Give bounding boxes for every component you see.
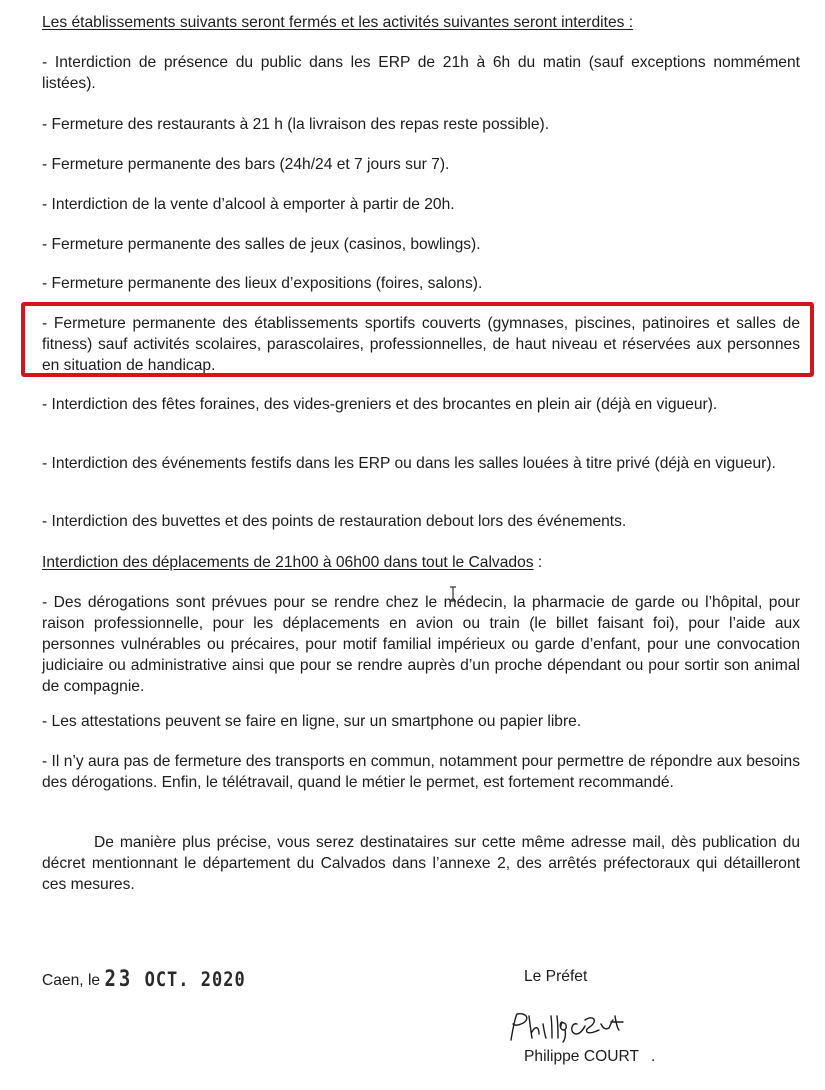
list-item: - Interdiction des fêtes foraines, des vides-greniers et des brocantes en plein air (déjà en vigueur).	[42, 396, 718, 413]
section-heading-closures: Les établissements suivants seront fermés et les activités suivantes seront interdites :	[42, 14, 634, 31]
highlighted-list-item: - Fermeture permanente des établissements sportifs couverts (gymnases, piscines, patinoires et salles de fitness) sauf activités scolaires, parascolaires, professionnelles, de haut niveau et réservées aux personnes en situation de handicap.	[42, 315, 800, 374]
list-item: - Interdiction de présence du public dans les ERP de 21h à 6h du matin (sauf exceptions nommément listées).	[42, 54, 800, 92]
place-label: Caen, le	[42, 972, 101, 989]
list-item: - Interdiction de la vente d’alcool à emporter à partir de 20h.	[42, 196, 455, 213]
date-line	[42, 968, 246, 990]
date-stamp-day: 23	[104, 966, 134, 992]
list-item: - Il n’y aura pas de fermeture des transports en commun, notamment pour permettre de répondre aux besoins des dérogations. Enfin, le télétravail, quand le métier le permet, est fortement recommandé.	[42, 753, 800, 791]
date-stamp	[104, 966, 245, 991]
handwritten-signature	[505, 1010, 635, 1049]
signer-name	[524, 1048, 655, 1066]
list-item: - Les attestations peuvent se faire en ligne, sur un smartphone ou papier libre.	[42, 713, 582, 730]
date-stamp-month-year: OCT. 2020	[144, 968, 246, 992]
signer-name-text: Philippe COURT	[524, 1048, 639, 1065]
closing-paragraph: De manière plus précise, vous serez destinataires sur cette même adresse mail, dès publication du décret mentionnant le département du Calvados dans l’annexe 2, des arrêtés préfectoraux qui détailleront ces mesures.	[42, 834, 800, 893]
list-item: - Fermeture permanente des lieux d’expositions (foires, salons).	[42, 275, 483, 292]
trailing-mark: .	[651, 1048, 656, 1065]
red-highlight-frame	[21, 302, 814, 377]
list-item: - Des dérogations sont prévues pour se rendre chez le médecin, la pharmacie de garde ou l’hôpital, pour raison professionnelle, pour les déplacements en avion ou train (le billet faisant foi), pour l’aide aux personnes vulnérables ou précaires, pour motif familial impérieux ou garde d’enfant, pour une convocation judiciaire ou administrative ainsi que pour se rendre auprès d’un proche dépendant ou pour sortir son animal de compagnie.	[42, 594, 800, 695]
section-heading-curfew	[42, 552, 800, 573]
list-item: - Fermeture des restaurants à 21 h (la livraison des repas reste possible).	[42, 116, 550, 133]
list-item: - Fermeture permanente des salles de jeux (casinos, bowlings).	[42, 236, 481, 253]
list-item: - Fermeture permanente des bars (24h/24 et 7 jours sur 7).	[42, 156, 450, 173]
curfew-heading-colon: :	[533, 554, 543, 571]
curfew-heading-text: Interdiction des déplacements de 21h00 à 06h00 dans tout le Calvados	[42, 554, 534, 571]
list-item: - Interdiction des événements festifs dans les ERP ou dans les salles louées à titre privé (déjà en vigueur).	[42, 455, 776, 472]
text-cursor-icon	[449, 586, 457, 607]
list-item: - Interdiction des buvettes et des points de restauration debout lors des événements.	[42, 513, 627, 530]
signer-title: Le Préfet	[524, 968, 588, 985]
